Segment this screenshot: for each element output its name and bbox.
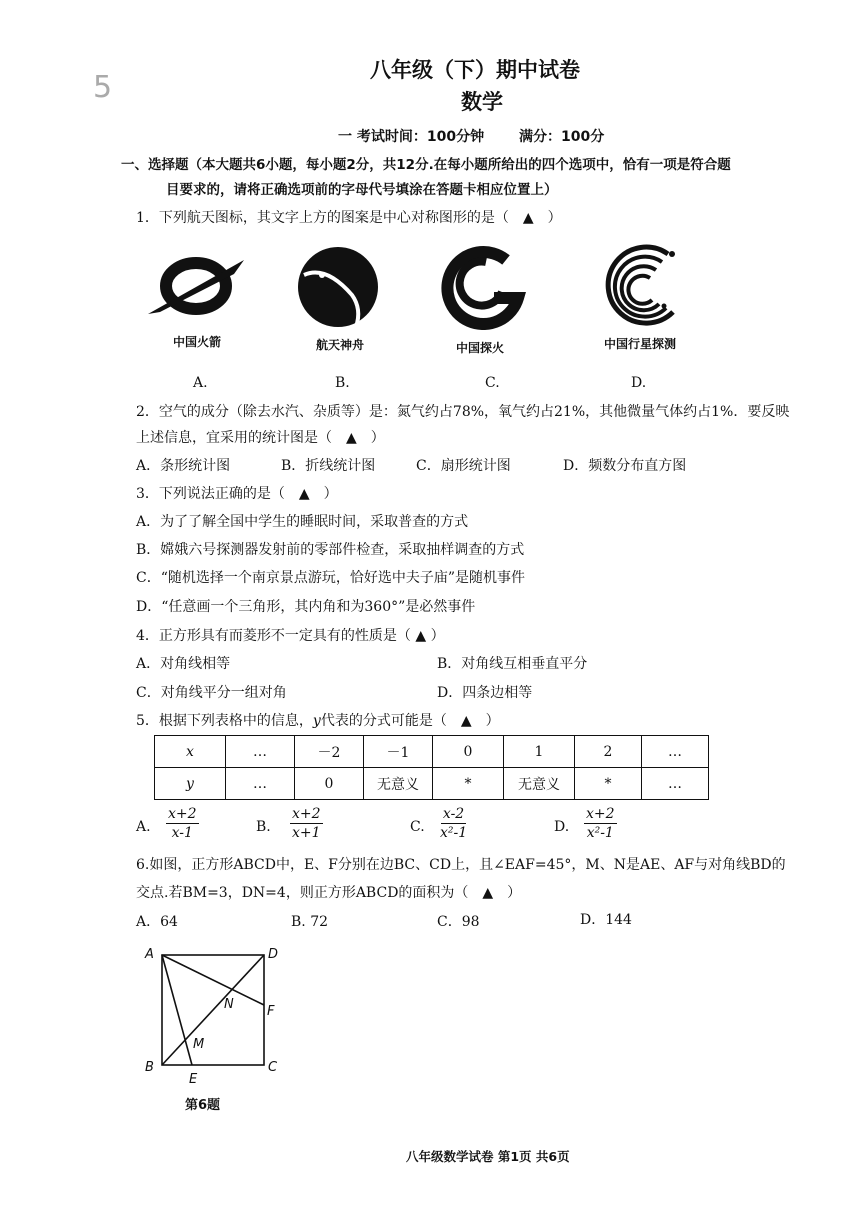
q1-caption-a: 中国火箭 bbox=[173, 335, 222, 349]
q1-stem: 1．下列航天图标，其文字上方的图案是中心对称图形的是（ ▲ ） bbox=[136, 210, 562, 226]
q2-stem-cont: 上述信息，宜采用的统计图是（ ▲ ） bbox=[136, 430, 385, 446]
q6-stem-cont: 交点.若BM=3，DN=4，则正方形ABCD的面积为（ ▲ ） bbox=[136, 885, 522, 901]
fraction-denominator: x²-1 bbox=[586, 825, 614, 841]
q3-option-c[interactable]: C．“随机选择一个南京景点游玩，恰好选中夫子庙”是随机事件 bbox=[136, 570, 526, 586]
q1-option-a[interactable]: A. bbox=[193, 375, 208, 391]
table-row bbox=[155, 768, 709, 800]
q5-option-a-label[interactable]: A. bbox=[136, 819, 151, 835]
q6-option-b[interactable]: B. 72 bbox=[291, 914, 329, 930]
label-b: B bbox=[145, 1060, 154, 1075]
q5-option-d-fraction bbox=[584, 806, 617, 841]
shenzhou-logo-icon bbox=[296, 245, 380, 329]
q5-option-d-label[interactable]: D. bbox=[554, 819, 570, 835]
q5-stem-pre: 5．根据下列表格中的信息， bbox=[136, 713, 313, 729]
label-d: D bbox=[268, 947, 279, 962]
table-cell: * bbox=[575, 768, 642, 800]
q1-caption-d: 中国行星探测 bbox=[604, 337, 677, 351]
china-mars-logo-icon bbox=[436, 246, 530, 330]
table-cell: 0 bbox=[433, 736, 504, 768]
q2-option-c[interactable]: C．扇形统计图 bbox=[416, 458, 511, 474]
q4-option-d[interactable]: D．四条边相等 bbox=[437, 685, 533, 701]
exam-subject: 数学 bbox=[461, 90, 503, 114]
q6-figure-caption: 第6题 bbox=[185, 1098, 221, 1113]
table-cell: * bbox=[433, 768, 504, 800]
table-cell: … bbox=[642, 768, 709, 800]
table-cell: 0 bbox=[295, 768, 364, 800]
fraction-denominator: x-1 bbox=[171, 825, 193, 841]
table-cell: －1 bbox=[364, 736, 433, 768]
q1-option-b[interactable]: B. bbox=[335, 375, 350, 391]
q5-stem bbox=[136, 711, 500, 731]
table-cell: … bbox=[226, 736, 295, 768]
q2-option-b[interactable]: B．折线统计图 bbox=[281, 458, 376, 474]
planet-exploration-logo-icon bbox=[598, 242, 688, 328]
exam-title: 八年级（下）期中试卷 bbox=[370, 58, 580, 82]
q4-stem: 4．正方形具有而菱形不一定具有的性质是（ ▲ ） bbox=[136, 628, 445, 644]
label-n: N bbox=[224, 997, 234, 1012]
q6-stem: 6.如图，正方形ABCD中，E、F分别在边BC、CD上，且∠EAF=45°，M、N是AE、AF与对角线BD的 bbox=[136, 857, 786, 873]
label-m: M bbox=[193, 1037, 205, 1052]
q5-option-c-fraction bbox=[440, 806, 467, 841]
q3-option-a[interactable]: A．为了了解全国中学生的睡眠时间，采取普查的方式 bbox=[136, 514, 469, 530]
q1-option-d[interactable]: D. bbox=[631, 375, 647, 391]
q2-stem: 2．空气的成分（除去水汽、杂质等）是：氮气约占78%，氧气约占21%，其他微量气体约占1%．要反映 bbox=[136, 404, 790, 420]
q6-option-c[interactable]: C．98 bbox=[437, 914, 480, 930]
fraction-numerator: x-2 bbox=[442, 806, 465, 822]
q5-value-table bbox=[154, 735, 709, 800]
table-cell: 1 bbox=[504, 736, 575, 768]
exam-full-score: 满分：100分 bbox=[519, 129, 605, 145]
q5-option-a-fraction bbox=[166, 806, 199, 841]
label-e: E bbox=[189, 1072, 198, 1087]
section1-heading: 一、选择题（本大题共6小题，每小题2分，共12分.在每小题所给出的四个选项中，恰有一项是符合题 bbox=[121, 157, 731, 173]
q1-option-c[interactable]: C. bbox=[485, 375, 500, 391]
section1-heading-cont: 目要求的，请将正确选项前的字母代号填涂在答题卡相应位置上） bbox=[166, 182, 558, 198]
label-c: C bbox=[268, 1060, 278, 1075]
q5-option-c-label[interactable]: C. bbox=[410, 819, 425, 835]
table-cell: … bbox=[226, 768, 295, 800]
q6-square-figure bbox=[140, 940, 290, 1090]
q1-caption-b: 航天神舟 bbox=[316, 338, 365, 352]
page-footer: 八年级数学试卷 第1页 共6页 bbox=[406, 1149, 570, 1164]
q3-stem: 3．下列说法正确的是（ ▲ ） bbox=[136, 486, 338, 502]
q5-stem-post: 代表的分式可能是（ ▲ ） bbox=[320, 713, 500, 729]
table-row bbox=[155, 736, 709, 768]
q4-option-c[interactable]: C．对角线平分一组对角 bbox=[136, 685, 287, 701]
table-cell: … bbox=[642, 736, 709, 768]
q2-option-d[interactable]: D．频数分布直方图 bbox=[563, 458, 687, 474]
segment-af bbox=[162, 955, 264, 1005]
fraction-numerator: x+2 bbox=[586, 806, 615, 822]
fraction-denominator: x²-1 bbox=[440, 825, 468, 841]
q4-option-a[interactable]: A．对角线相等 bbox=[136, 656, 231, 672]
exam-time: 一 考试时间：100分钟 bbox=[338, 129, 485, 145]
q6-option-d[interactable]: D．144 bbox=[580, 912, 632, 928]
table-cell: y bbox=[155, 768, 226, 800]
fraction-numerator: x+2 bbox=[168, 806, 197, 822]
q6-option-a[interactable]: A．64 bbox=[136, 914, 178, 930]
q4-option-b[interactable]: B．对角线互相垂直平分 bbox=[437, 656, 588, 672]
fraction-numerator: x+2 bbox=[292, 806, 321, 822]
q5-option-b-fraction bbox=[290, 806, 323, 841]
table-cell: －2 bbox=[295, 736, 364, 768]
table-cell: 2 bbox=[575, 736, 642, 768]
label-f: F bbox=[267, 1004, 275, 1019]
fraction-denominator: x+1 bbox=[292, 825, 321, 841]
q3-option-d[interactable]: D．“任意画一个三角形，其内角和为360°”是必然事件 bbox=[136, 599, 476, 615]
corner-mark: 5 bbox=[93, 70, 113, 105]
q2-option-a[interactable]: A．条形统计图 bbox=[136, 458, 231, 474]
table-cell: 无意义 bbox=[504, 768, 575, 800]
label-a: A bbox=[145, 947, 154, 962]
q5-option-b-label[interactable]: B. bbox=[256, 819, 271, 835]
table-cell: 无意义 bbox=[364, 768, 433, 800]
table-cell: x bbox=[155, 736, 226, 768]
q3-option-b[interactable]: B．嫦娥六号探测器发射前的零部件检查，采取抽样调查的方式 bbox=[136, 542, 525, 558]
china-rocket-logo-icon bbox=[146, 252, 246, 322]
q5-stem-var: y bbox=[312, 713, 321, 729]
q1-caption-c: 中国探火 bbox=[456, 341, 505, 355]
